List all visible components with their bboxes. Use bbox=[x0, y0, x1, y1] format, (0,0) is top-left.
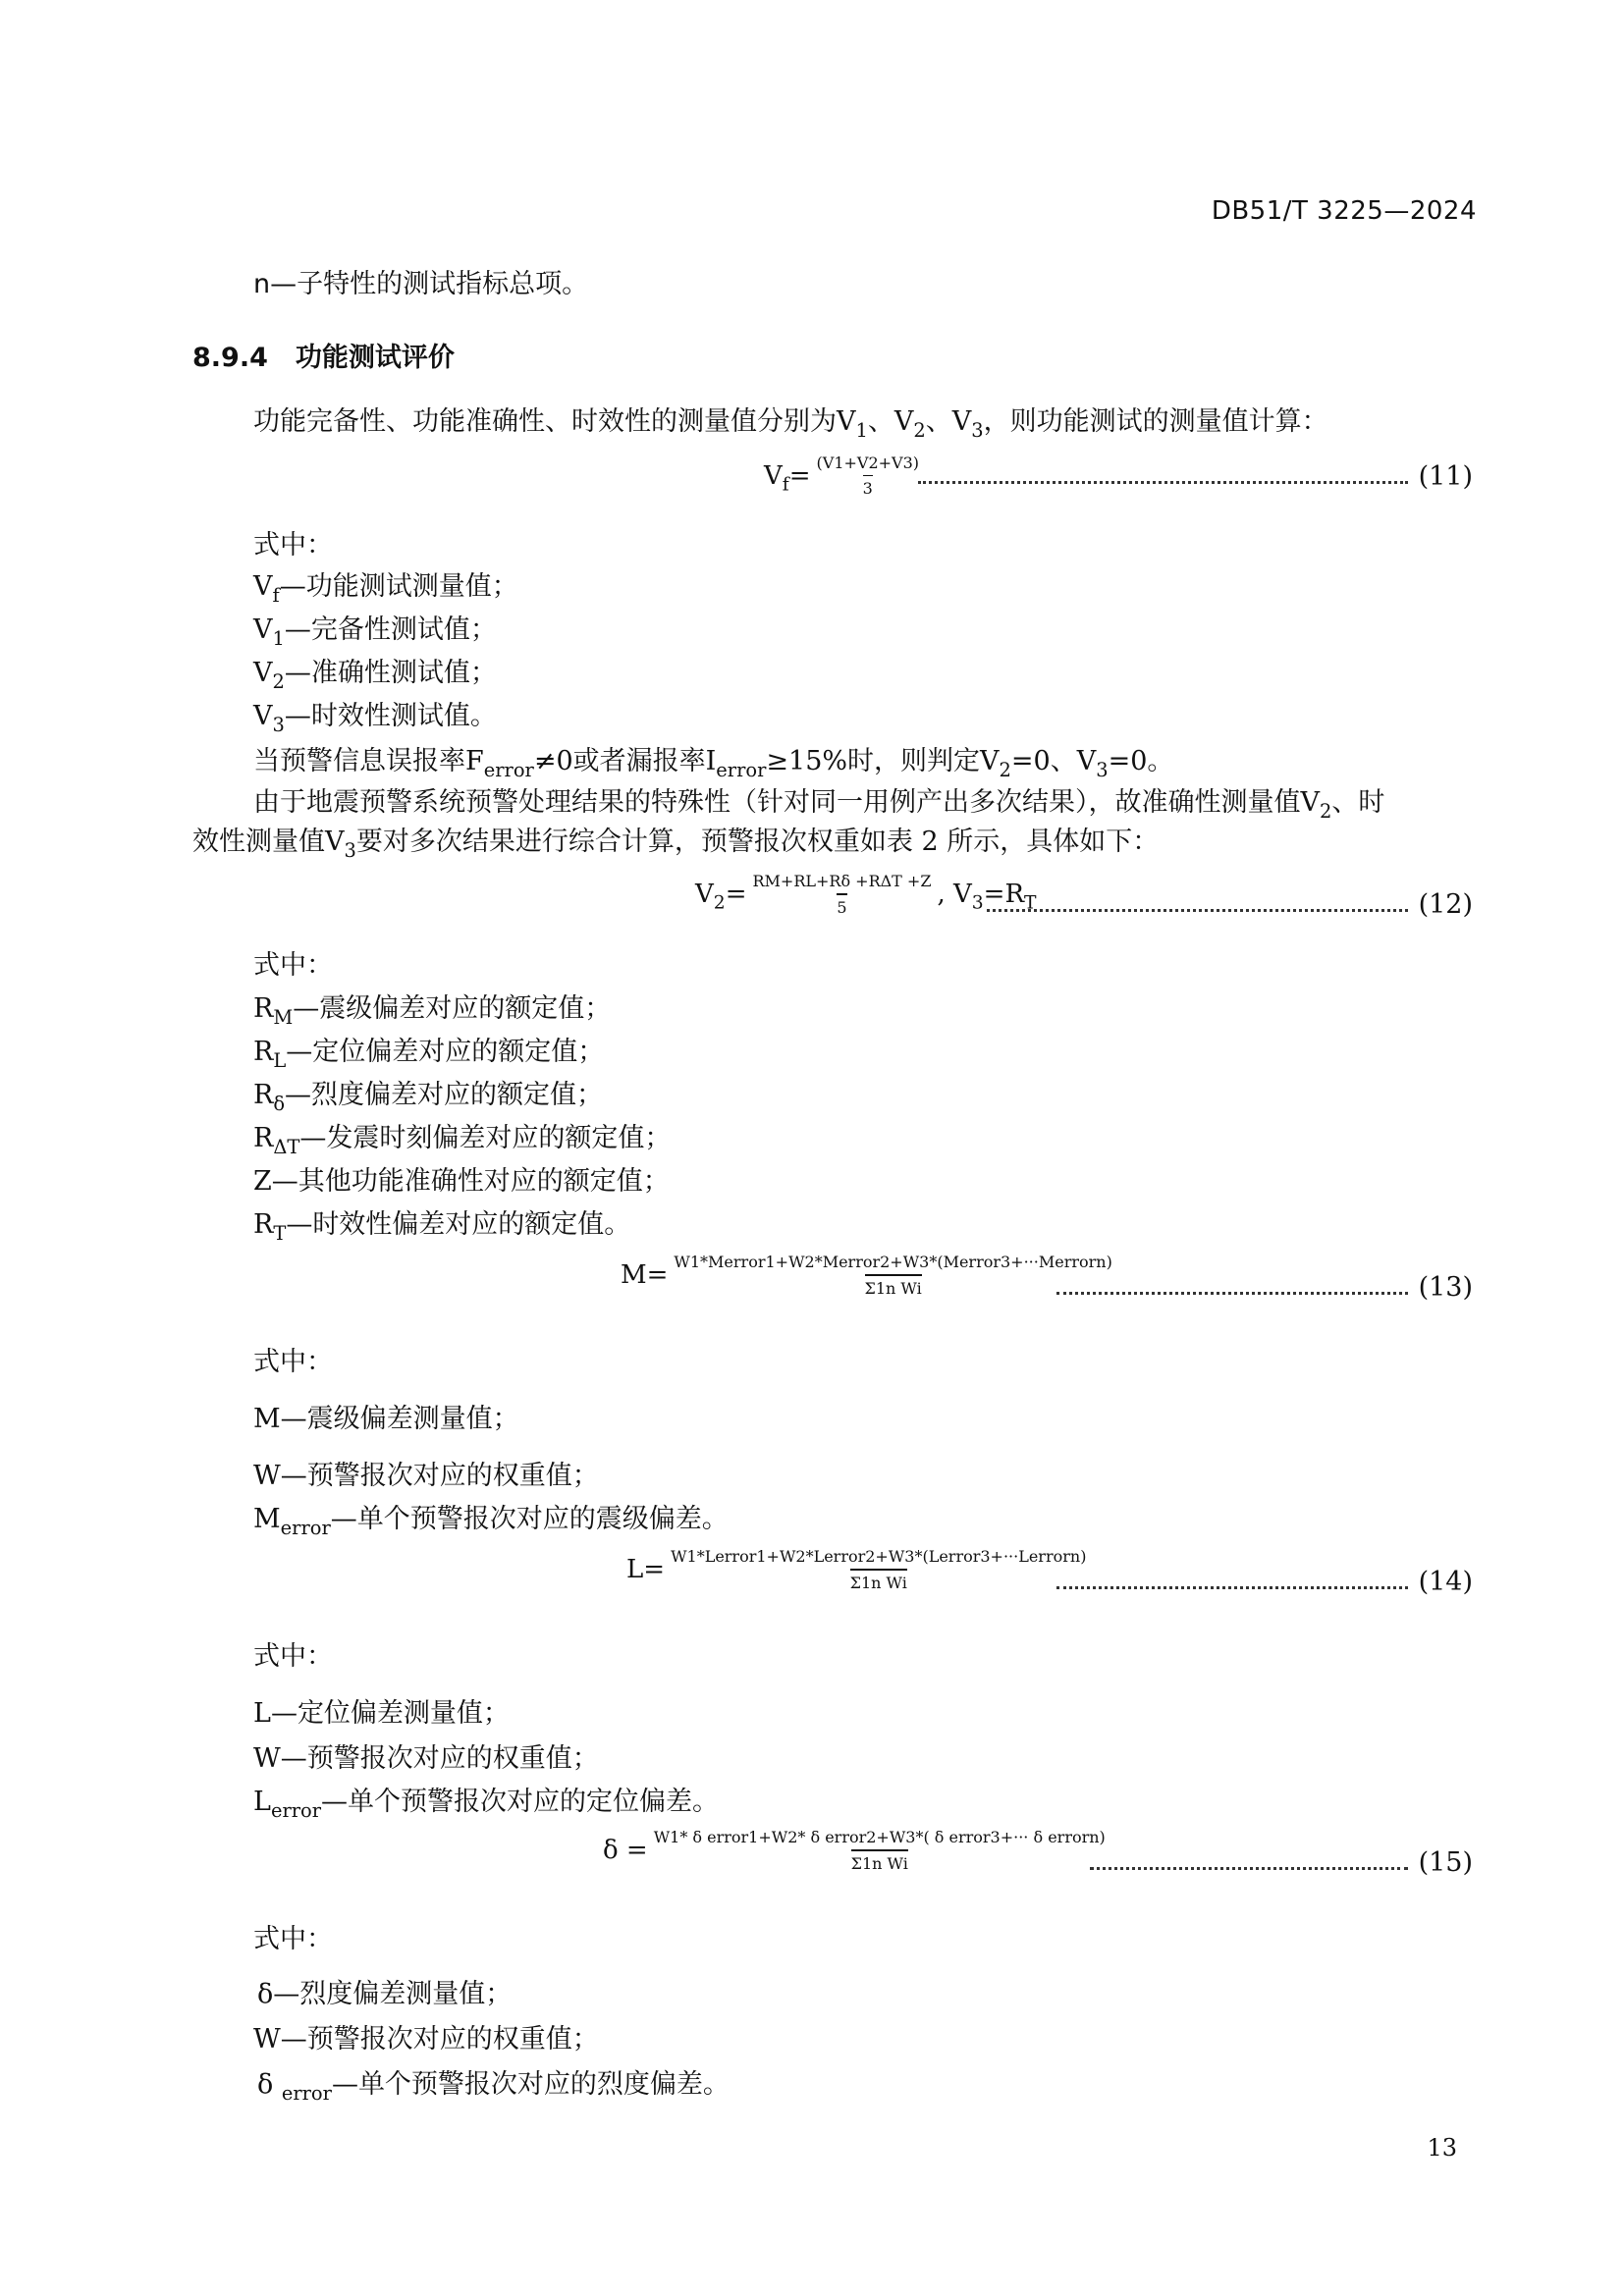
eq13-fraction bbox=[670, 1253, 1115, 1298]
where-label-13: 式中： bbox=[253, 1347, 333, 1377]
para2-line2: 效性测量值$V_3$要对多次结果进行综合计算，预警报次权重如表 2 所示，具体如下： bbox=[192, 827, 1160, 862]
eq14-denominator: Σ1n Wi bbox=[850, 1569, 907, 1592]
def-deltaerror: δ $_{error}$—单个预警报次对应的烈度偏差。 bbox=[257, 2069, 730, 2105]
def-z: Z—其他功能准确性对应的额定值； bbox=[253, 1166, 670, 1197]
def-lerror: $L_{error}—$单个预警报次对应的定位偏差。 bbox=[253, 1787, 720, 1822]
eq11-lhs: $V_f=$ bbox=[764, 460, 811, 496]
eq12-leader-dots bbox=[987, 909, 1408, 912]
def-w-15: W—预警报次对应的权重值； bbox=[253, 2024, 599, 2055]
eq12-numerator: RM+RL+Rδ +RΔT +Z bbox=[752, 872, 932, 890]
eq14-leader-dots bbox=[1056, 1586, 1408, 1589]
def-rm: $R_M—$震级偏差对应的额定值； bbox=[253, 993, 612, 1029]
section-heading bbox=[192, 336, 455, 374]
def-l: L—定位偏差测量值； bbox=[253, 1698, 510, 1729]
eq15-leader-dots bbox=[1090, 1867, 1408, 1870]
eq13-leader-dots bbox=[1056, 1292, 1408, 1295]
rule-line: 当预警信息误报率$F_{error}\ne 0$或者漏报率$I_{error}\ge 15\%$时，则判定$V_2=0$、$V_3=0$。 bbox=[253, 746, 1174, 781]
eq15-denominator: Σ1n Wi bbox=[851, 1849, 908, 1873]
eq13-number: (13) bbox=[1418, 1272, 1473, 1303]
eq14-fraction bbox=[667, 1547, 1090, 1592]
def-vf: $V_f—$功能测试测量值； bbox=[253, 571, 518, 607]
def-w-13: W—预警报次对应的权重值； bbox=[253, 1461, 599, 1491]
where-label-15: 式中： bbox=[253, 1924, 333, 1954]
top-definition-line: n—子特性的测试指标总项。 bbox=[253, 269, 589, 299]
equation-13 bbox=[621, 1253, 1118, 1298]
eq12-tail: , $V_3=R_T$ bbox=[937, 880, 1037, 914]
equation-15 bbox=[603, 1828, 1111, 1873]
equation-11 bbox=[764, 454, 925, 498]
eq12-denominator: 5 bbox=[837, 893, 846, 917]
eq11-numerator: (V1+V2+V3) bbox=[816, 454, 920, 472]
eq11-denominator: 3 bbox=[863, 475, 873, 498]
eq13-lhs: M= bbox=[621, 1260, 669, 1290]
def-delta: δ—烈度偏差测量值； bbox=[257, 1979, 513, 2009]
def-rt: $R_T—$时效性偏差对应的额定值。 bbox=[253, 1209, 631, 1245]
eq11-number: (11) bbox=[1418, 461, 1473, 492]
section-number: 8.9.4 bbox=[192, 343, 268, 373]
equation-12 bbox=[695, 872, 1037, 917]
def-merror: $M_{error}—$单个预警报次对应的震级偏差。 bbox=[253, 1504, 729, 1539]
eq14-number: (14) bbox=[1418, 1567, 1473, 1597]
def-rdelta: $R_\delta—$烈度偏差对应的额定值； bbox=[253, 1080, 604, 1115]
eq12-fraction bbox=[748, 872, 935, 917]
eq15-fraction bbox=[650, 1828, 1110, 1873]
def-v1: $V_1—$完备性测试值； bbox=[253, 614, 497, 650]
eq13-denominator: Σ1n Wi bbox=[865, 1274, 922, 1298]
eq12-number: (12) bbox=[1418, 889, 1473, 920]
eq14-lhs: L= bbox=[626, 1555, 666, 1584]
def-v2: $V_2—$准确性测试值； bbox=[253, 658, 497, 693]
equation-14 bbox=[626, 1547, 1092, 1592]
document-id-header: DB51/T 3225—2024 bbox=[1211, 196, 1477, 226]
eq15-number: (15) bbox=[1418, 1847, 1473, 1878]
eq11-fraction bbox=[813, 454, 924, 498]
where-label-14: 式中： bbox=[253, 1641, 333, 1672]
para2-line1: 由于地震预警系统预警处理结果的特殊性（针对同一用例产出多次结果），故准确性测量值$V_2$、时 bbox=[253, 787, 1385, 823]
def-rl: $R_L—$定位偏差对应的额定值； bbox=[253, 1037, 605, 1072]
eq15-lhs: δ = bbox=[603, 1836, 648, 1865]
where-label-12: 式中： bbox=[253, 950, 333, 981]
def-m: M—震级偏差测量值； bbox=[253, 1404, 519, 1434]
eq14-numerator: W1*Lerror1+W2*Lerror2+W3*(Lerror3+···Lerrorn) bbox=[671, 1547, 1087, 1566]
def-w-14: W—预警报次对应的权重值； bbox=[253, 1743, 599, 1774]
intro-paragraph: 功能完备性、功能准确性、时效性的测量值分别为$V_1$、$V_2$、$V_3$，则功能测试的测量值计算： bbox=[253, 406, 1328, 442]
page-number: 13 bbox=[1427, 2134, 1457, 2162]
def-v3: $V_3—$时效性测试值。 bbox=[253, 701, 497, 736]
section-title: 功能测试评价 bbox=[295, 343, 455, 373]
def-rdeltat: $R_{\Delta T}—$发震时刻偏差对应的额定值； bbox=[253, 1123, 672, 1158]
eq12-lhs: $V_2=$ bbox=[695, 880, 747, 914]
eq13-numerator: W1*Merror1+W2*Merror2+W3*(Merror3+···Merrorn) bbox=[674, 1253, 1112, 1271]
eq15-numerator: W1* δ error1+W2* δ error2+W3*( δ error3+··· δ errorn) bbox=[653, 1828, 1106, 1846]
eq11-leader-dots bbox=[918, 481, 1408, 484]
where-label: 式中： bbox=[253, 530, 333, 561]
